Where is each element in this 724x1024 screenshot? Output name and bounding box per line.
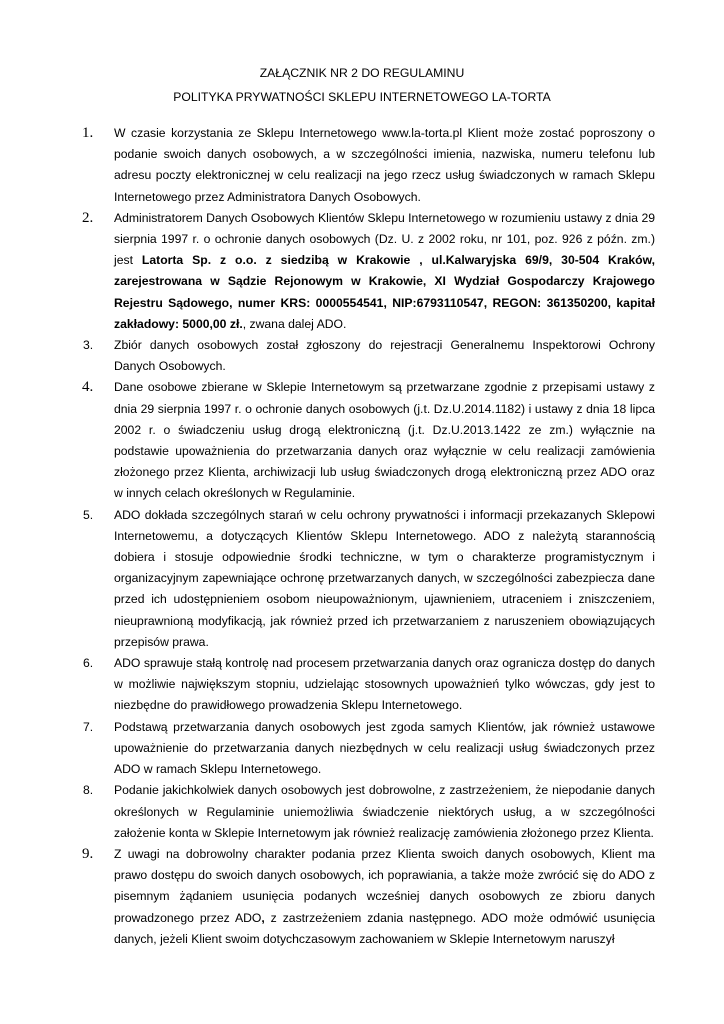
item-text: Podanie jakichkolwiek danych osobowych jest dobrowolne, z zastrzeżeniem, że niepodanie danych określonych w Regulaminie uniemożliwia świadczenie niektórych usług, a w szczególności założenie konta w Sklepie Internetowym jak również realizację zamówienia złożonego przez Klienta. (114, 783, 655, 840)
item-number: 3. (83, 338, 94, 353)
item-number: 8. (83, 783, 94, 798)
item-text: Dane osobowe zbierane w Sklepie Internetowym są przetwarzane zgodnie z przepisami ustawy z dnia 29 sierpnia 1997 r. o ochronie danych osobowych (j.t. Dz.U.2014.1182) i ustawy z dnia 18 lipca 2002 r. o świadczeniu usług drogą elektroniczną (j.t. Dz.U.2013.1422 ze zm.) wyłącznie na podstawie upoważnienia do przetwarzania danych oraz wyłącznie w celu realizacji zamówienia złożonego przez Klienta, archiwizacji lub usług świadczonych drogą elektroniczną przez ADO oraz w innych celach określonych w Regulaminie. (114, 380, 655, 501)
list-item (0, 653, 724, 717)
list-item (0, 505, 724, 653)
item-number: 7. (83, 719, 94, 734)
list-item (0, 717, 724, 781)
attachment-title: ZAŁĄCZNIK NR 2 DO REGULAMINU (259, 66, 465, 80)
policy-title: POLITYKA PRYWATNOŚCI SKLEPU INTERNETOWEGO LA-TORTA (173, 90, 551, 104)
list-item (0, 208, 724, 335)
item-number: 5. (83, 507, 94, 522)
item-text (114, 844, 655, 950)
item-text-part: z zastrzeżeniem zdania następnego. ADO może odmówić usunięcia danych, jeżeli Klient swoim dotychczasowym zachowaniem w Sklepie Internetowym naruszył (114, 910, 655, 946)
list-item (0, 377, 724, 504)
item-number: 9. (82, 845, 94, 862)
item-number: 1. (82, 125, 94, 141)
item-number: 6. (83, 656, 94, 671)
list-item (0, 335, 724, 377)
policy-list (0, 123, 724, 950)
item-text-bold: , (261, 910, 265, 925)
item-number: 2. (82, 209, 94, 226)
item-text: Zbiór danych osobowych został zgłoszony do rejestracji Generalnemu Inspektorowi Ochrony Danych Osobowych. (114, 338, 655, 374)
item-text-part: Administratorem Danych Osobowych Klientów Sklepu Internetowego w rozumieniu ustawy z dnia 29 sierpnia 1997 r. o ochronie danych osobowych (Dz. U. z 2002 roku, nr 101, poz. 926 z późn. zm.) jest (114, 210, 655, 268)
item-text: W czasie korzystania ze Sklepu Internetowego www.la-torta.pl Klient może zostać poproszony o podanie swoich danych osobowych, a w szczególności imienia, nazwiska, numeru telefonu lub adresu poczty elektronicznej w celu realizacji na jego rzecz usług świadczonych w ramach Sklepu Internetowego przez Administratora Danych Osobowych. (114, 126, 655, 204)
item-text: ADO dokłada szczególnych starań w celu ochrony prywatności i informacji przekazanych Sklepowi Internetowemu, a dotyczących Klientów Sklepu Internetowego. ADO z należytą starannością dobiera i stosuje odpowiednie środki techniczne, w tym o charakterze programistycznym i organizacyjnym zapewniające ochronę przetwarzanych danych, w szczególności zabezpiecza dane przed ich udostępnieniem osobom nieupoważnionym, ujawnieniem, utraceniem i zniszczeniem, nieuprawnioną modyfikacją, jak również przed ich przetwarzaniem z naruszeniem obowiązujących przepisów prawa. (114, 507, 655, 649)
list-item (0, 844, 724, 950)
item-text: ADO sprawuje stałą kontrolę nad procesem przetwarzania danych oraz ogranicza dostęp do danych w możliwie największym stopniu, udzielając stosownych upoważnień tylko wówczas, gdy jest to niezbędne do prawidłowego prowadzenia Sklepu Internetowego. (114, 656, 655, 713)
item-number: 4. (82, 379, 94, 396)
item-text-part: Z uwagi na dobrowolny charakter podania przez Klienta swoich danych osobowych, Klient ma prawo dostępu do swoich danych osobowych, ich poprawiania, a także może zwrócić się do ADO z pisemnym żądaniem usunięcia podanych wcześniej danych osobowych ze zbioru danych prowadzonego przez ADO (114, 846, 655, 925)
list-item (0, 123, 724, 208)
item-text-part: , zwana dalej ADO. (242, 316, 347, 331)
item-text (114, 208, 655, 335)
item-text: Podstawą przetwarzania danych osobowych jest zgoda samych Klientów, jak również ustawowe upoważnienie do przetwarzania danych niezbędnych w celu realizacji usług świadczonych przez ADO w ramach Sklepu Internetowego. (114, 719, 655, 777)
list-item (0, 780, 724, 844)
company-details: Latorta Sp. z o.o. z siedzibą w Krakowie , ul.Kalwaryjska 69/9, 30-504 Kraków, zarejestrowana w Sądzie Rejonowym w Krakowie, XI Wydział Gospodarczy Krajowego Rejestru Sądowego, numer KRS: 0000554541, NIP:6793110547, REGON: 361350200, kapitał zakładowy: 5000,00 zł. (114, 253, 655, 331)
